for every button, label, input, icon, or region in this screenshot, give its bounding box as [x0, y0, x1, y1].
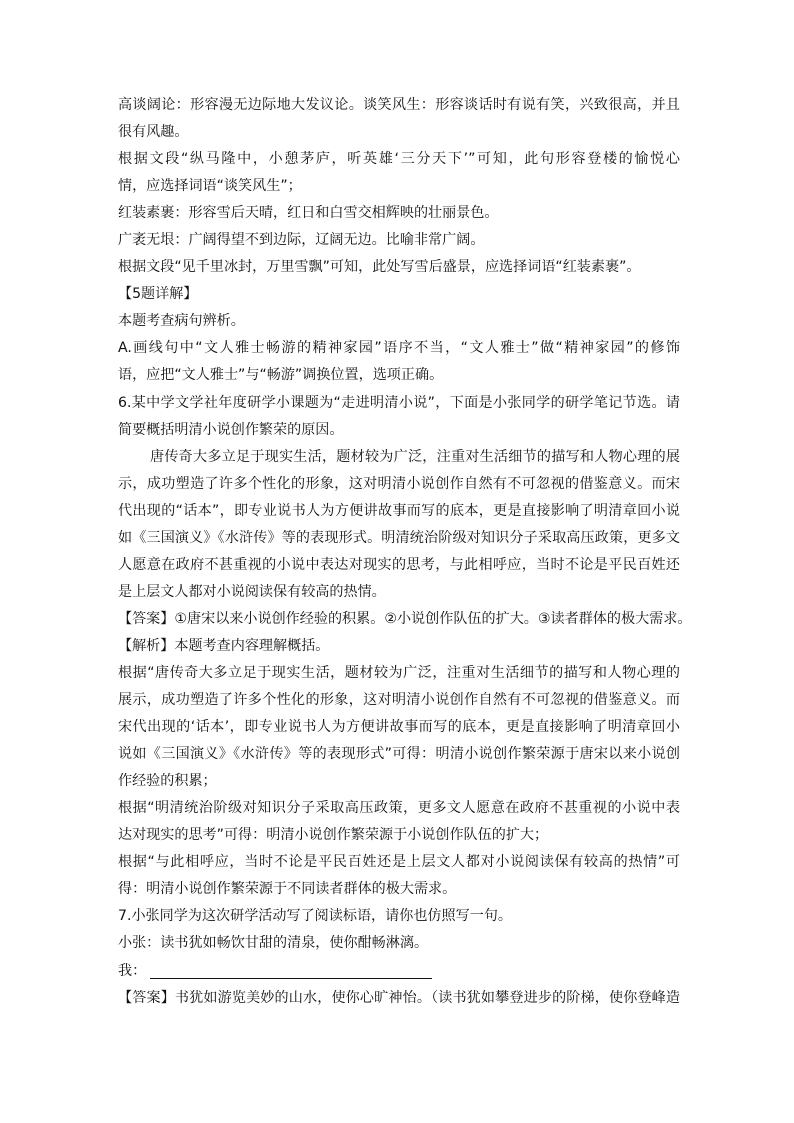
text-line: 如《三国演义》《水浒传》等的表现形式。明清统治阶级对知识分子采取高压政策，更多文 [118, 529, 680, 546]
text-line: 达对现实的思考”可得：明清小说创作繁荣源于小说创作队伍的扩大； [118, 827, 549, 844]
text-line: 人愿意在政府不甚重视的小说中表达对现实的思考，与此相呼应，当时不论是平民百姓还 [118, 556, 680, 573]
text-line: 宋代出现的‘话本’，即专业说书人为方便讲故事而写的底本，更是直接影响了明清章回小 [118, 719, 680, 736]
text-line: 简要概括明清小说创作繁荣的原因。 [118, 421, 344, 438]
text-line: A.画线句中“文人雅士畅游的精神家园”语序不当，“文人雅士”做“精神家园”的修饰 [118, 340, 680, 357]
text-line: 根据文段“纵马隆中，小憩茅庐，听英雄‘三分天下’”可知，此句形容登楼的愉悦心 [118, 151, 680, 168]
final-answer-line: 【答案】书犹如游览美妙的山水，使你心旷神怡。（读书犹如攀登进步的阶梯，使你登峰造 [118, 989, 680, 1006]
me-answer-line [118, 958, 680, 985]
text-line: 情，应选择词语“谈笑风生”； [118, 178, 302, 195]
text-line: 是上层文人都对小说阅读保有较高的热情。 [118, 583, 386, 600]
text-line: 唐传奇大多立足于现实生活，题材较为广泛，注重对生活细节的描写和人物心理的展 [150, 448, 680, 465]
text-line: 根据“明清统治阶级对知识分子采取高压政策，更多文人愿意在政府不甚重视的小说中表 [118, 800, 680, 817]
text-line: 广袤无垠：广阔得望不到边际，辽阔无边。比喻非常广阔。 [118, 232, 485, 249]
text-line: 【5题详解】 [118, 286, 198, 303]
text-line: 说如《三国演义》《水浒传》等的表现形式”可得：明清小说创作繁荣源于唐宋以来小说创 [118, 746, 680, 763]
text-line: 本题考查病句辨析。 [118, 313, 245, 330]
document-page [118, 92, 692, 1012]
text-line: 作经验的积累； [118, 773, 217, 790]
me-label: 我： [118, 962, 147, 979]
text-line: 红装素裹：形容雪后天晴，红日和白雪交相辉映的壮丽景色。 [118, 205, 499, 222]
text-line: 小张：读书犹如畅饮甘甜的清泉，使你酣畅淋漓。 [118, 935, 429, 952]
text-line: 示，成功塑造了许多个性化的形象，这对明清小说创作自然有不可忽视的借鉴意义。而宋 [118, 475, 680, 492]
text-line: 代出现的“话本”，即专业说书人为方便讲故事而写的底本，更是直接影响了明清章回小说 [118, 502, 680, 519]
text-line: 高谈阔论：形容漫无边际地大发议论。谈笑风生：形容谈话时有说有笑，兴致很高，并且 [118, 97, 680, 113]
text-line: 根据文段“见千里冰封，万里雪飘”可知，此处写雪后盛景，应选择词语“红装素裹”。 [118, 259, 641, 276]
text-line: 7.小张同学为这次研学活动写了阅读标语，请你也仿照写一句。 [118, 908, 512, 925]
text-line: 根据“与此相呼应，当时不论是平民百姓还是上层文人都对小说阅读保有较高的热情”可 [118, 854, 680, 871]
text-line: 展示，成功塑造了许多个性化的形象，这对明清小说创作自然有不可忽视的借鉴意义。而 [118, 692, 680, 709]
document-body [118, 92, 692, 958]
answer-blank [150, 961, 432, 979]
text-line: 得：明清小说创作繁荣源于不同读者群体的极大需求。 [118, 881, 457, 898]
text-line: 语，应把“文人雅士”与“畅游”调换位置，选项正确。 [118, 367, 444, 384]
text-line: 【解析】本题考查内容理解概括。 [118, 637, 330, 654]
text-line: 6.某中学文学社年度研学小课题为“走进明清小说”，下面是小张同学的研学笔记节选。请 [118, 394, 680, 411]
text-line: 很有风趣。 [118, 124, 189, 141]
text-line: 根据“唐传奇大多立足于现实生活，题材较为广泛，注重对生活细节的描写和人物心理的 [118, 664, 680, 681]
text-line: 【答案】①唐宋以来小说创作经验的积累。②小说创作队伍的扩大。③读者群体的极大需求。 [118, 610, 692, 627]
